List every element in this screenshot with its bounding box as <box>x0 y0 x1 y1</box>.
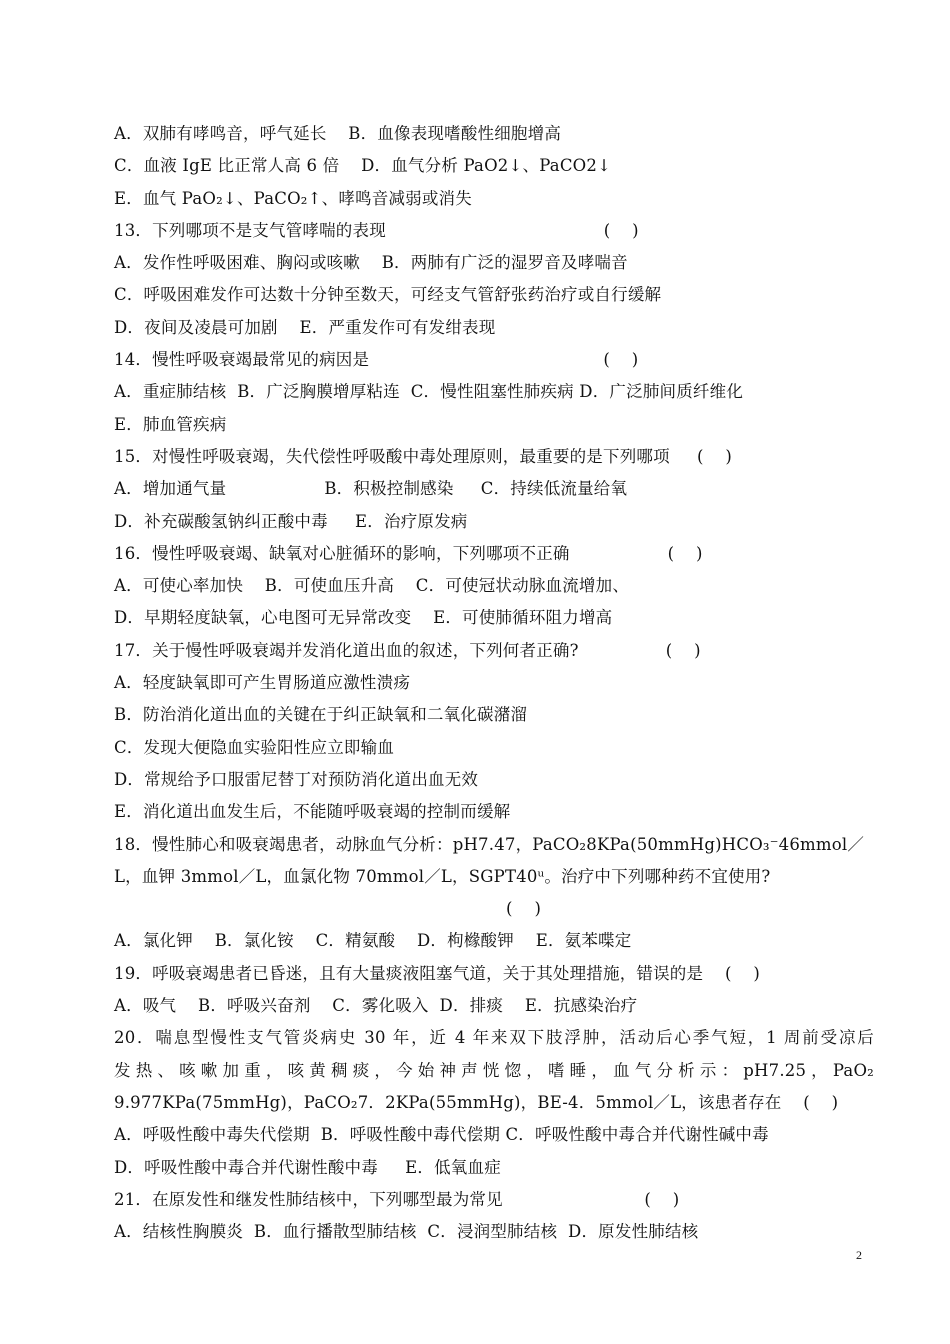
text-line: A．可使心率加快 B．可使血压升高 C．可使冠状动脉血流增加、 <box>114 576 630 596</box>
question-21: 21．在原发性和继发性肺结核中，下列哪型最为常见 ( ) <box>114 1189 680 1209</box>
text-line: A．氯化钾 B．氯化铵 C．精氨酸 D．枸橼酸钾 E．氨苯喋定 <box>114 931 632 951</box>
text-line: D．常规给予口服雷尼替丁对预防消化道出血无效 <box>114 769 479 789</box>
text-line: A．结核性胸膜炎 B．血行播散型肺结核 C．浸润型肺结核 D．原发性肺结核 <box>114 1222 699 1242</box>
text-line: C．发现大便隐血实验阳性应立即输血 <box>114 737 395 757</box>
text-line: D．夜间及凌晨可加剧 E．严重发作可有发绀表现 <box>114 317 496 337</box>
question-16: 16．慢性呼吸衰竭、缺氧对心脏循环的影响，下列哪项不正确 ( ) <box>114 543 703 563</box>
question-15: 15．对慢性呼吸衰竭，失代偿性呼吸酸中毒处理原则，最重要的是下列哪项 ( ) <box>114 446 733 466</box>
text-line: D．补充碳酸氢钠纠正酸中毒 E．治疗原发病 <box>114 511 468 531</box>
question-14: 14．慢性呼吸衰竭最常见的病因是 ( ) <box>114 350 639 370</box>
text-line: D．早期轻度缺氧，心电图可无异常改变 E．可使肺循环阻力增高 <box>114 608 613 628</box>
question-20: 20．喘息型慢性支气管炎病史 30 年，近 4 年来双下肢浮肿，活动后心季气短，1 周前受凉后 <box>114 1028 874 1048</box>
text-line: A．双肺有哮鸣音，呼气延长 B．血像表现嗜酸性细胞增高 <box>114 124 562 143</box>
question-19: 19．呼吸衰竭患者已昏迷，且有大量痰液阻塞气道，关于其处理措施，错误的是 ( ) <box>114 963 761 983</box>
question-text-block <box>114 118 874 1248</box>
question-17: 17．关于慢性呼吸衰竭并发消化道出血的叙述，下列何者正确? ( ) <box>114 640 701 660</box>
text-line: A．增加通气量 B．积极控制感染 C．持续低流量给氧 <box>114 479 628 499</box>
text-line: E．血气 PaO₂↓、PaCO₂↑、哮鸣音减弱或消失 <box>114 188 472 208</box>
text-line: A．发作性呼吸困难、胸闷或咳嗽 B．两肺有广泛的湿罗音及哮喘音 <box>114 253 628 273</box>
answer-parentheses: ( ) <box>114 899 542 919</box>
page-number: 2 <box>856 1248 862 1262</box>
text-line: 9.977KPa(75mmHg)，PaCO₂7．2KPa(55mmHg)，BE-4．5mmol／L，该患者存在 ( ) <box>114 1092 839 1112</box>
question-13: 13．下列哪项不是支气管哮喘的表现 ( ) <box>114 220 639 240</box>
text-line: A．呼吸性酸中毒失代偿期 B．呼吸性酸中毒代偿期 C．呼吸性酸中毒合并代谢性碱中毒 <box>114 1125 769 1145</box>
text-line: 发热、咳嗽加重，咳黄稠痰，今始神声恍惚，嗜睡，血气分析示：pH7.25，PaO₂ <box>114 1060 874 1080</box>
text-line: C．血液 IgE 比正常人高 6 倍 D．血气分析 PaO2↓、PaCO2↓ <box>114 156 612 176</box>
text-line: A．吸气 B．呼吸兴奋剂 C．雾化吸入 D．排痰 E．抗感染治疗 <box>114 996 638 1016</box>
question-18: 18．慢性肺心和吸衰竭患者，动脉血气分析：pH7.47，PaCO₂8KPa(50mmHg)HCO₃⁻46mmol／ <box>114 834 865 854</box>
text-line: L，血钾 3mmol／L，血氯化物 70mmol／L，SGPT40ᵘ。治疗中下列哪种药不宜使用? <box>114 866 771 886</box>
text-line: A．重症肺结核 B．广泛胸膜增厚粘连 C．慢性阻塞性肺疾病 D．广泛肺间质纤维化 <box>114 382 744 402</box>
text-line: C．呼吸困难发作可达数十分钟至数天，可经支气管舒张药治疗或自行缓解 <box>114 285 662 305</box>
text-line: D．呼吸性酸中毒合并代谢性酸中毒 E．低氧血症 <box>114 1157 501 1177</box>
text-line: E．消化道出血发生后，不能随呼吸衰竭的控制而缓解 <box>114 802 511 822</box>
text-line: A．轻度缺氧即可产生胃肠道应激性溃疡 <box>114 673 411 693</box>
text-line: E．肺血管疾病 <box>114 414 227 434</box>
text-line: B．防治消化道出血的关键在于纠正缺氧和二氧化碳潴溜 <box>114 705 528 725</box>
